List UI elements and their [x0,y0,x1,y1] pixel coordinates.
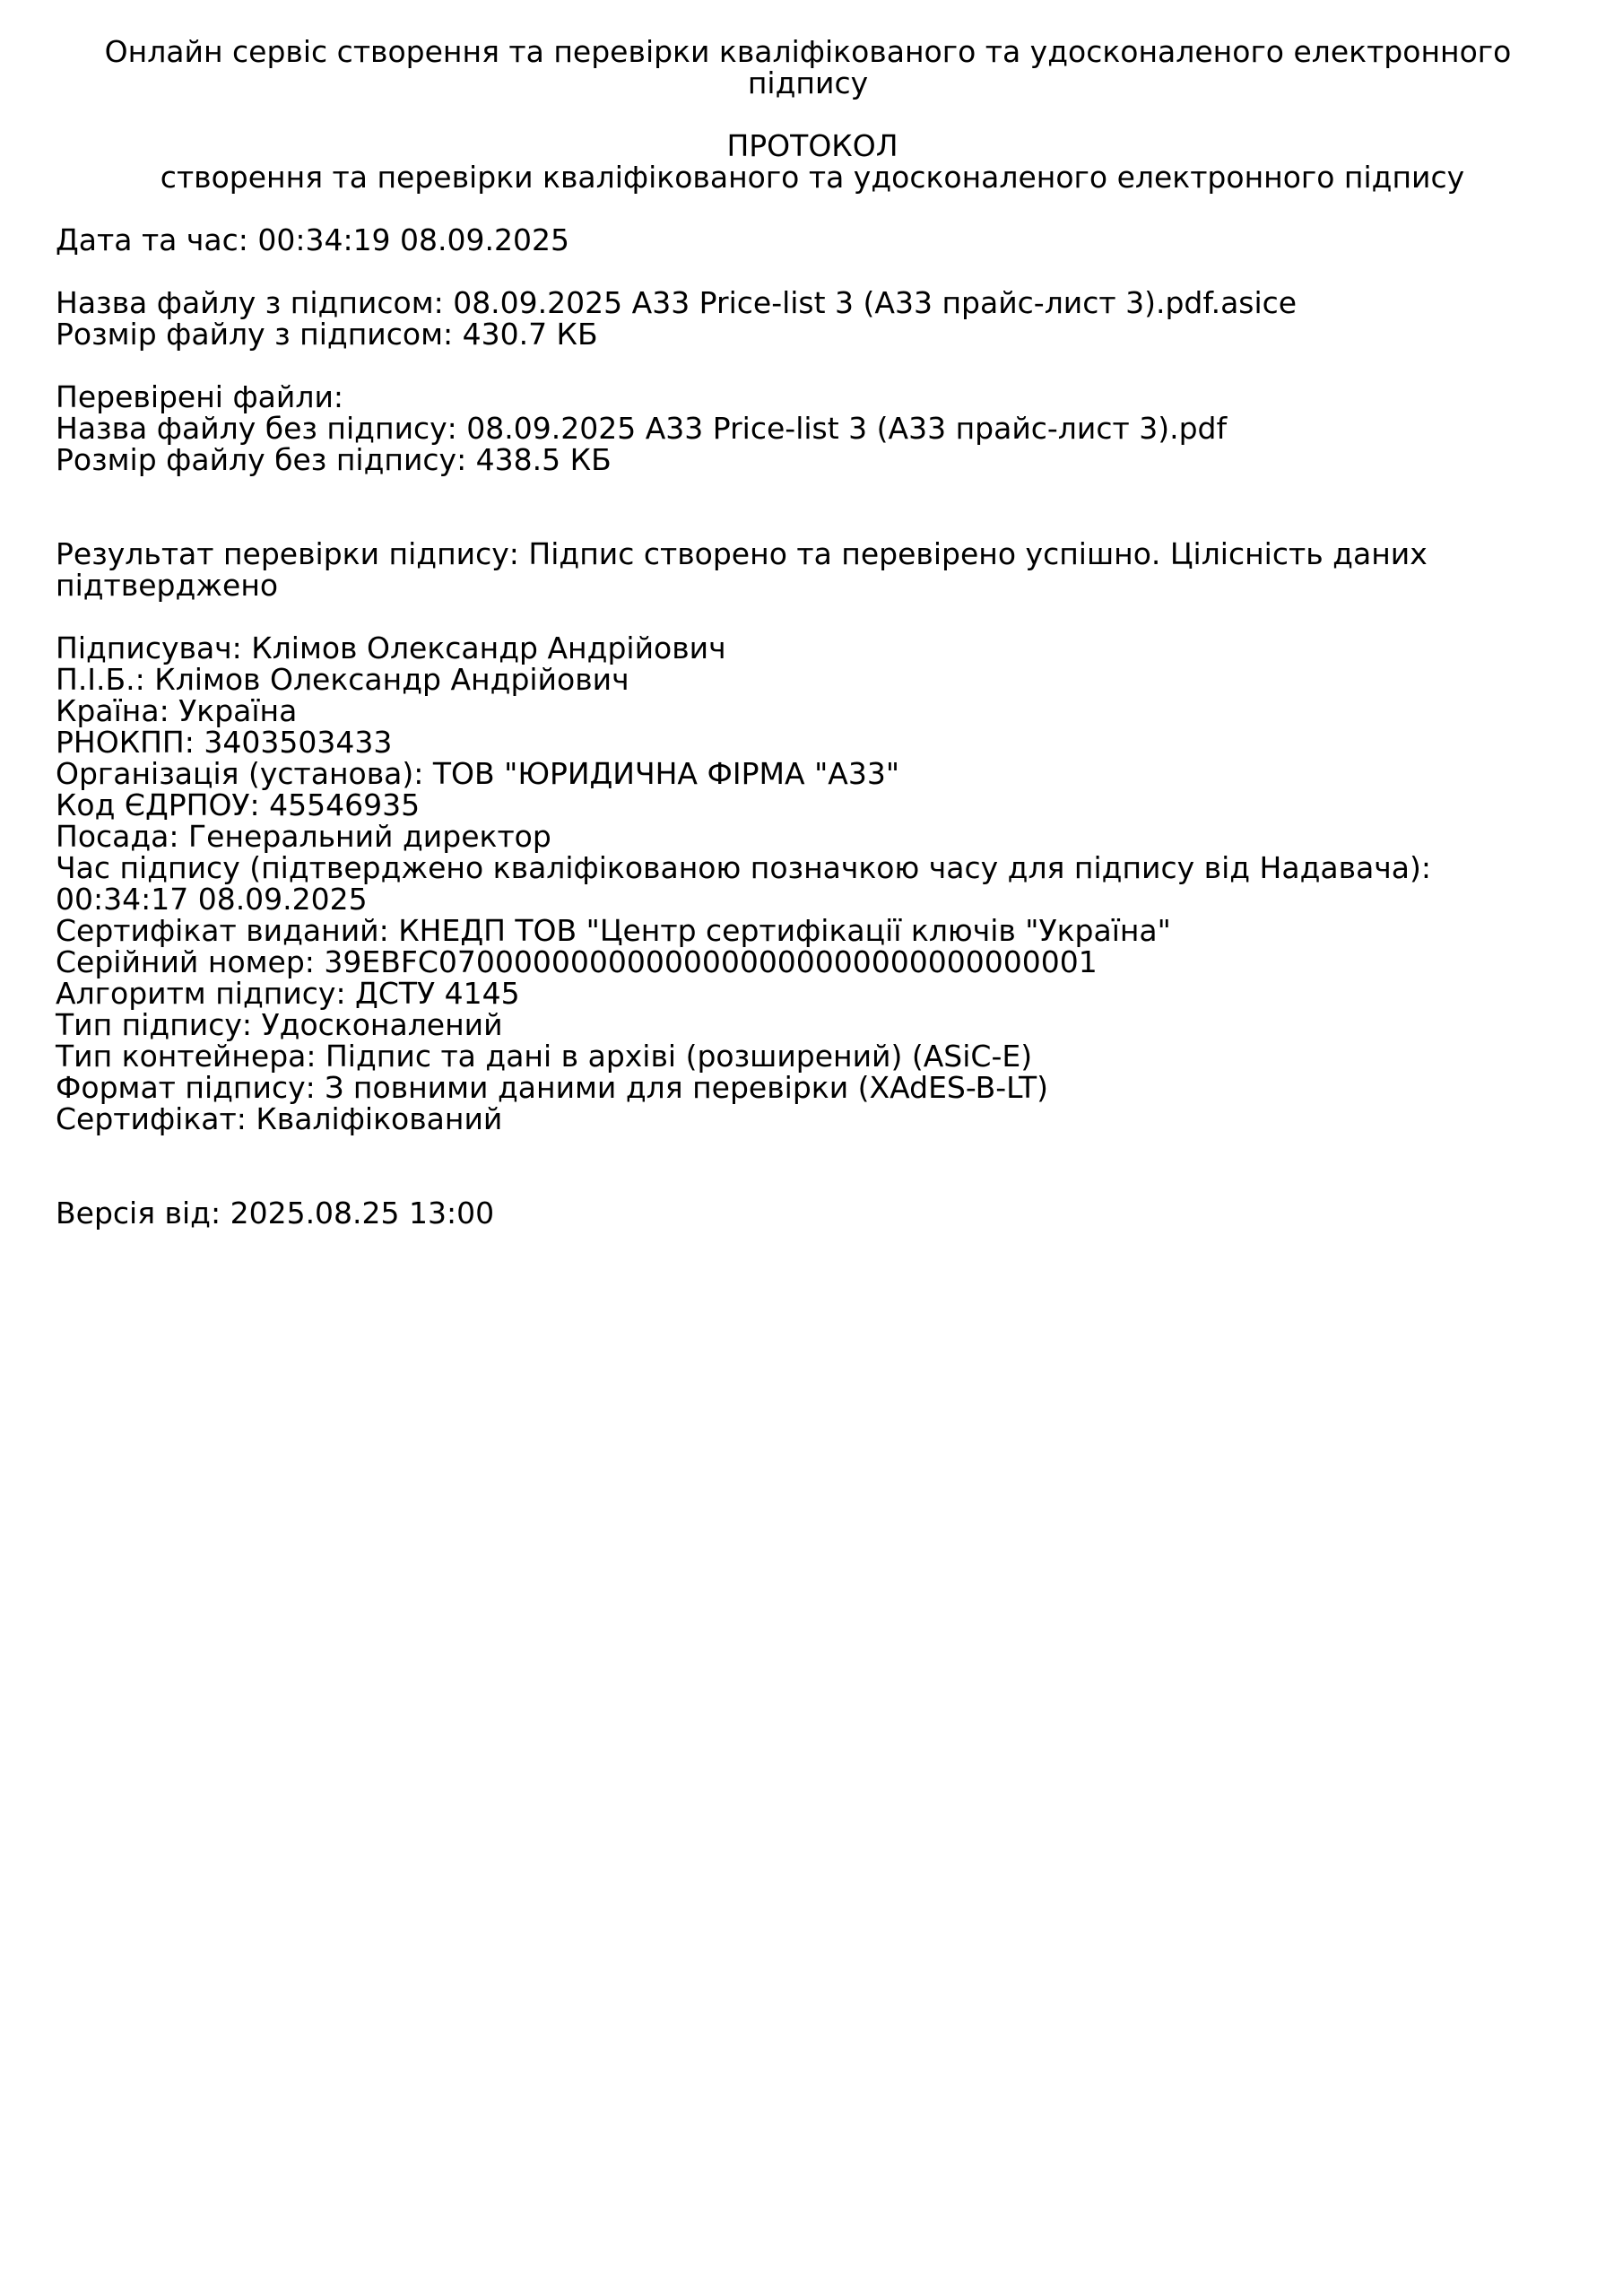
unsigned-file-name: Назва файлу без підпису: 08.09.2025 А33 Price-list 3 (А33 прайс-лист 3).pdf [56,411,1228,446]
signature-type: Тип підпису: Удосконалений [56,1007,503,1042]
signed-file-name: Назва файлу з підписом: 08.09.2025 А33 Price-list 3 (А33 прайс-лист 3).pdf.asice [56,285,1298,320]
verified-files-heading: Перевірені файли: [56,379,344,414]
service-title: Онлайн сервіс створення та перевірки кваліфікованого та удосконаленого електронного підпису [104,34,1512,100]
signed-file-block [56,287,1569,350]
version: Версія від: 2025.08.25 13:00 [56,1196,495,1231]
verified-files-block [56,381,1569,475]
signing-time: Час підпису (підтверджено кваліфікованою позначкою часу для підпису від Надавача): 00:34:17 08.09.2025 [56,850,1432,917]
signature-algorithm: Алгоритм підпису: ДСТУ 4145 [56,976,520,1011]
unsigned-file-size: Розмір файлу без підпису: 438.5 КБ [56,442,612,477]
signer: Підписувач: Клімов Олександр Андрійович [56,631,726,665]
protocol-heading [56,130,1569,193]
verification-result: Результат перевірки підпису: Підпис створено та перевірено успішно. Цілісність даних підтверджено [56,536,1428,603]
protocol-subtitle: створення та перевірки кваліфікованого та удосконаленого електронного підпису [160,160,1465,195]
serial-number: Серійний номер: 39EBFC07000000000000000000000000000000001 [56,944,1098,979]
rnokpp: РНОКПП: 3403503433 [56,725,393,760]
protocol-title: ПРОТОКОЛ [726,128,898,163]
edrpou-code: Код ЄДРПОУ: 45546935 [56,787,421,822]
organization: Організація (установа): ТОВ "ЮРИДИЧНА ФІРМА "А33" [56,756,899,791]
signed-file-size: Розмір файлу з підписом: 430.7 КБ [56,317,598,352]
certificate-issuer: Сертифікат виданий: КНЕДП ТОВ "Центр сертифікації ключів "Україна" [56,913,1171,948]
full-name: П.І.Б.: Клімов Олександр Андрійович [56,662,629,697]
position: Посада: Генеральний директор [56,819,551,854]
date-time: Дата та час: 00:34:19 08.09.2025 [56,222,569,257]
signature-format: Формат підпису: З повними даними для перевірки (XAdES-B-LT) [56,1070,1049,1105]
container-type: Тип контейнера: Підпис та дані в архіві (розширений) (ASiC-E) [56,1039,1033,1074]
country: Країна: Україна [56,693,298,728]
signer-details [56,632,1569,1135]
certificate-status: Сертифікат: Кваліфікований [56,1101,503,1136]
